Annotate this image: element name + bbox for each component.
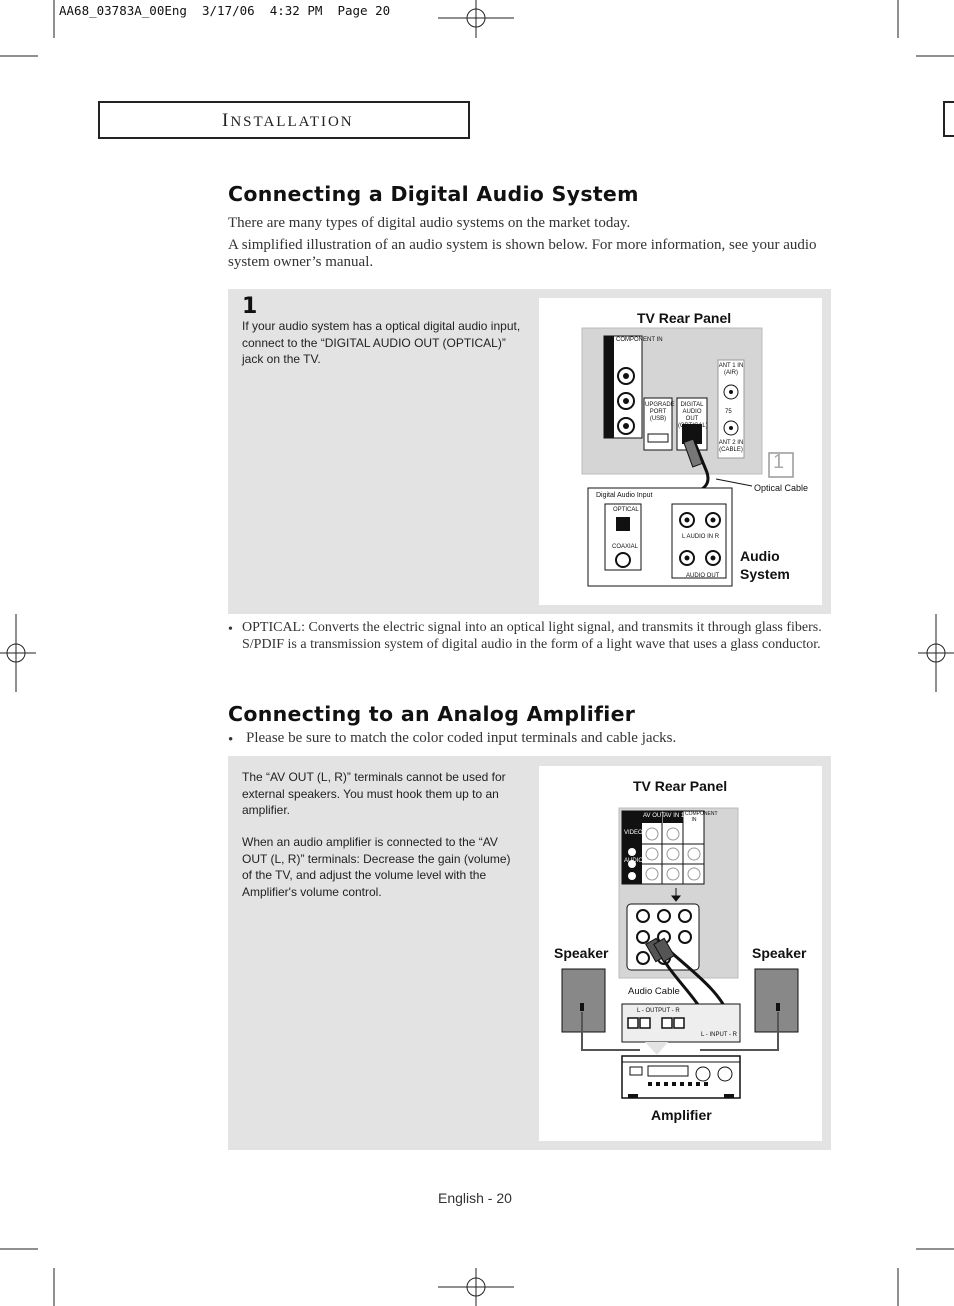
speaker-left-label: Speaker [554,945,609,961]
analog-amplifier-heading: Connecting to an Analog Amplifier [228,702,636,726]
audio-system-label-1: Audio [740,548,780,564]
digital-audio-input-label: Digital Audio Input [596,492,653,499]
printer-slug: AA68_03783A_00Eng 3/17/06 4:32 PM Page 20 [59,3,391,18]
optical-bullet-text: OPTICAL: Converts the electric signal into an optical light signal, and transmits it through glass fibers. S/PDIF is a transmission system of digital audio in the form of a light wave that uses a glass conductor. [242,620,822,652]
component-in-label-2: COMPONENT IN [685,811,718,823]
video-label: VIDEO [624,830,643,836]
input-label: L - INPUT - R [701,1032,738,1038]
tv-rear-panel-label: TV Rear Panel [637,310,732,326]
ohm-label: 75 [725,409,732,415]
analog-note-2: When an audio amplifier is connected to the “AV OUT (L, R)” terminals: Decrease the gain (volume) of the TV, and adjust the volume level with the Amplifier's volume control. [242,835,511,899]
section-header: INSTALLATION [222,110,354,131]
digital-audio-out-label: DIGITAL AUDIO OUT (OPTICAL) [678,402,708,429]
bullet-dot: • [228,622,233,637]
ant2-label: ANT 2 IN (CABLE) [718,440,744,453]
audio-in-label: L AUDIO IN R [682,534,720,540]
optical-cable-label: Optical Cable [754,483,809,493]
digital-intro-2: A simplified illustration of an audio system is shown below. For more information, see your audio system owner’s manual. [228,237,817,270]
step-number: 1 [242,294,258,319]
digital-audio-heading: Connecting a Digital Audio System [228,182,639,206]
av-in1-label: AV IN 1 [664,813,685,819]
audio-system-label-2: System [740,566,790,582]
digital-intro-1: There are many types of digital audio systems on the market today. [228,215,631,231]
step-1-text: If your audio system has a optical digital audio input, connect to the “DIGITAL AUDIO OUT (OPTICAL)” jack on the TV. [242,319,521,366]
ant1-label: ANT 1 IN (AIR) [718,363,744,376]
upgrade-port-label: UPGRADE PORT (USB) [645,402,675,422]
audio-out-label: AUDIO OUT [686,573,720,579]
audio-label: AUDIO [624,858,644,864]
coaxial-jack-label: COAXIAL [612,544,639,550]
optical-jack-label: OPTICAL [613,507,639,513]
callout-1: 1 [773,451,785,473]
av-out-label: AV OUT [643,813,665,819]
amplifier-label: Amplifier [651,1107,712,1123]
analog-bullet-text: Please be sure to match the color coded input terminals and cable jacks. [246,730,677,746]
output-label: L - OUTPUT - R [637,1008,680,1014]
audio-cable-label: Audio Cable [628,986,680,997]
tv-rear-panel-label-2: TV Rear Panel [633,778,728,794]
analog-note-1: The “AV OUT (L, R)” terminals cannot be used for external speakers. You must hook them up to an amplifier. [242,770,506,817]
page-footer: English - 20 [438,1190,512,1206]
bullet-dot-2: • [228,732,234,748]
speaker-right-label: Speaker [752,945,807,961]
component-in-label: COMPONENT IN [616,337,663,343]
